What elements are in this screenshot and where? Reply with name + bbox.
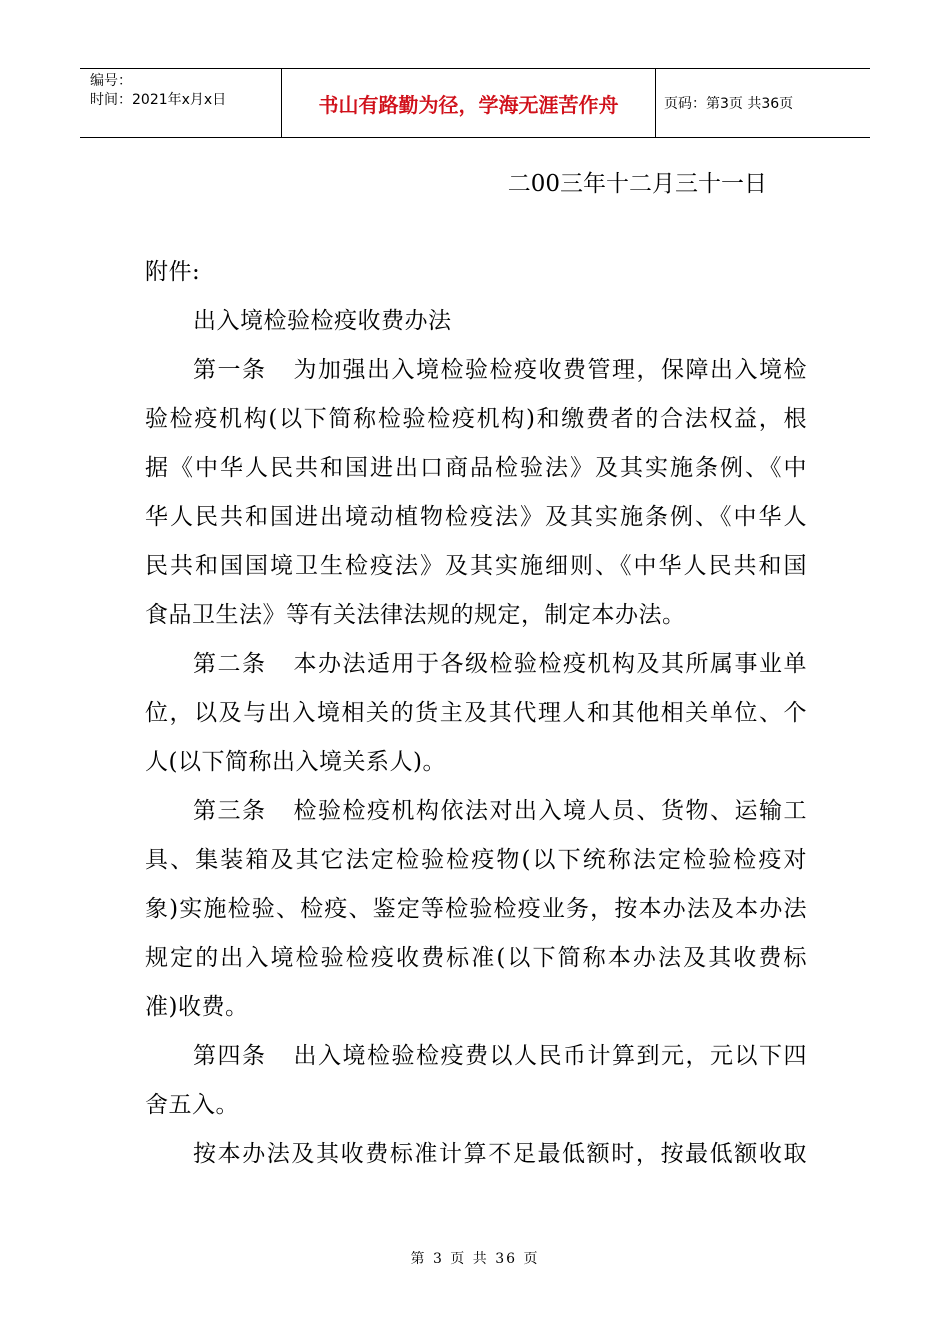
header-motto: 书山有路勤为径，学海无涯苦作舟	[282, 69, 656, 137]
article-3-line-2: 具、集装箱及其它法定检验检疫物(以下统称法定检验检疫对	[145, 847, 807, 873]
last-paragraph-line: 按本办法及其收费标准计算不足最低额时，按最低额收取	[193, 1141, 807, 1167]
document-body	[145, 160, 807, 1179]
article-2	[145, 640, 807, 787]
article-1-line-3: 据《中华人民共和国进出口商品检验法》及其实施条例、《中	[145, 455, 807, 481]
article-4-label: 第四条	[193, 1043, 267, 1069]
article-1-line-5: 民共和国国境卫生检疫法》及其实施细则、《中华人民共和国	[145, 553, 807, 579]
header-number-label: 编号：	[90, 73, 132, 89]
article-3-line-4: 规定的出入境检验检疫收费标准(以下简称本办法及其收费标	[145, 945, 807, 971]
article-2-line-2: 位，以及与出入境相关的货主及其代理人和其他相关单位、个	[145, 700, 807, 726]
article-3-line-1: 检验检疫机构依法对出入境人员、货物、运输工	[292, 798, 807, 824]
page-footer: 第 3 页 共 36 页	[410, 1251, 540, 1267]
article-4-line-2: 舍五入。	[145, 1092, 239, 1118]
article-1-line-1: 为加强出入境检验检疫收费管理，保障出入境检	[292, 357, 807, 383]
article-2-line-3: 人(以下简称出入境关系人)。	[145, 749, 446, 775]
article-3-label: 第三条	[193, 798, 267, 824]
document-title: 出入境检验检疫收费办法	[193, 308, 452, 334]
article-3-line-5: 准)收费。	[145, 994, 249, 1020]
header-meta	[80, 69, 282, 137]
page-header	[80, 68, 870, 138]
article-4-line-1: 出入境检验检疫费以人民币计算到元，元以下四	[292, 1043, 807, 1069]
header-time-label: 时间：2021年x月x日	[90, 92, 227, 108]
article-3	[145, 787, 807, 1032]
article-2-label: 第二条	[193, 651, 267, 677]
document-date: 二00三年十二月三十一日	[507, 171, 767, 197]
article-1-line-4: 华人民共和国进出境动植物检疫法》及其实施条例、《中华人	[145, 504, 807, 530]
header-page-info: 页码：第3页 共36页	[664, 96, 794, 112]
attachment-label: 附件:	[145, 259, 201, 285]
article-1-line-2: 验检疫机构(以下简称检验检疫机构)和缴费者的合法权益，根	[145, 406, 807, 432]
article-1	[145, 346, 807, 640]
article-1-line-6: 食品卫生法》等有关法律法规的规定，制定本办法。	[145, 602, 686, 628]
last-paragraph	[145, 1130, 807, 1179]
article-4	[145, 1032, 807, 1130]
article-3-line-3: 象)实施检验、检疫、鉴定等检验检疫业务，按本办法及本办法	[145, 896, 807, 922]
article-2-line-1: 本办法适用于各级检验检疫机构及其所属事业单	[292, 651, 807, 677]
article-1-label: 第一条	[193, 357, 267, 383]
